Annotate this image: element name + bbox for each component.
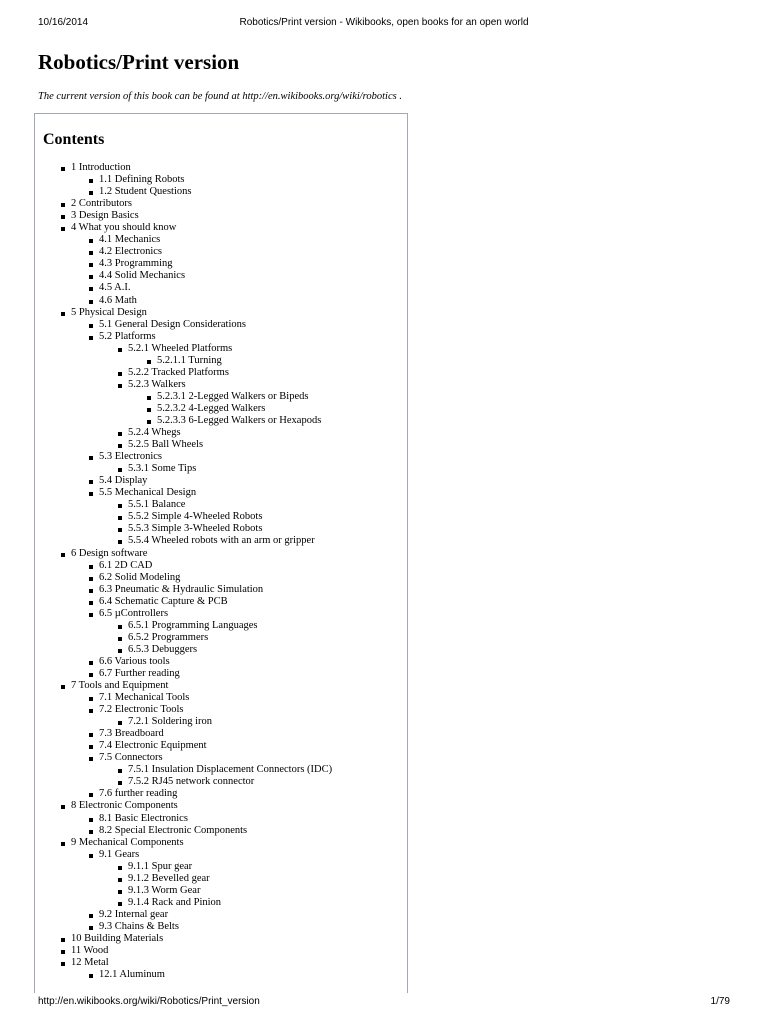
toc-item [35,295,407,307]
toc-link[interactable]: 7.5 Connectors [99,752,163,764]
print-footer [38,996,730,1010]
toc-link[interactable]: 4.3 Programming [99,258,173,270]
toc-item [35,909,407,921]
print-header [38,17,730,31]
toc-item [35,548,407,560]
toc-item [35,752,407,764]
toc-link[interactable]: 8.2 Special Electronic Components [99,824,248,836]
toc-item [35,608,407,620]
toc-link[interactable]: 6 Design software [71,547,148,559]
toc-item [35,668,407,680]
print-header-title: Robotics/Print version - Wikibooks, open books for an open world [239,17,529,28]
toc-link[interactable]: 5.2.4 Whegs [128,427,181,439]
toc-item [35,222,407,234]
toc-link[interactable]: 9.2 Internal gear [99,908,169,920]
bullet-icon [118,528,122,532]
bullet-icon [118,769,122,773]
toc-item [35,246,407,258]
bullet-icon [89,793,93,797]
toc-item [35,957,407,969]
toc-item [35,644,407,656]
bullet-icon [61,962,65,966]
toc-link[interactable]: 6.6 Various tools [99,655,170,667]
toc-link[interactable]: 5.5.1 Balance [128,499,186,511]
toc-link[interactable]: 12.1 Aluminum [99,969,165,981]
toc-item [35,186,407,198]
toc-link[interactable]: 8 Electronic Components [71,800,178,812]
toc-item [35,511,407,523]
page-number: 1/79 [710,996,730,1007]
bullet-icon [89,697,93,701]
toc-item [35,355,407,367]
toc-item [35,776,407,788]
bullet-icon [89,251,93,255]
bullet-icon [147,408,151,412]
toc-item [35,403,407,415]
toc-item [35,584,407,596]
toc-item [35,439,407,451]
toc-item [35,596,407,608]
bullet-icon [61,553,65,557]
toc-item [35,427,407,439]
toc-item [35,945,407,957]
bullet-icon [89,480,93,484]
toc-item [35,198,407,210]
bullet-icon [89,661,93,665]
toc-link[interactable]: 6.1 2D CAD [99,559,153,571]
toc-item [35,331,407,343]
toc-link[interactable]: 7.4 Electronic Equipment [99,740,207,752]
bullet-icon [61,227,65,231]
toc-link[interactable]: 9.1.1 Spur gear [128,860,193,872]
toc-item [35,174,407,186]
toc-item [35,523,407,535]
bullet-icon [118,625,122,629]
bullet-icon [118,516,122,520]
bullet-icon [89,974,93,978]
bullet-icon [61,203,65,207]
toc-link[interactable]: 5.2.2 Tracked Platforms [128,366,229,378]
toc-item [35,487,407,499]
toc-link[interactable]: 7.2.1 Soldering iron [128,716,212,728]
bullet-icon [118,649,122,653]
toc-link[interactable]: 1.1 Defining Robots [99,174,185,186]
toc-item [35,367,407,379]
bullet-icon [61,215,65,219]
toc-link[interactable]: 5.4 Display [99,475,148,487]
bullet-icon [118,432,122,436]
toc-link[interactable]: 9.1.2 Bevelled gear [128,872,210,884]
bullet-icon [89,263,93,267]
toc-link[interactable]: 5.5.2 Simple 4-Wheeled Robots [128,511,263,523]
toc-link[interactable]: 5.5.3 Simple 3-Wheeled Robots [128,523,263,535]
toc-title: Contents [43,131,105,148]
toc-item [35,391,407,403]
toc-item [35,210,407,222]
toc-link[interactable]: 9 Mechanical Components [71,836,184,848]
toc-link[interactable]: 6.7 Further reading [99,667,180,679]
toc-link[interactable]: 4.1 Mechanics [99,234,161,246]
toc-item [35,704,407,716]
toc-item [35,692,407,704]
bullet-icon [118,444,122,448]
toc-item [35,463,407,475]
bullet-icon [61,805,65,809]
toc-item [35,873,407,885]
bullet-icon [118,348,122,352]
bullet-icon [89,589,93,593]
toc-item [35,885,407,897]
toc-item [35,451,407,463]
bullet-icon [89,613,93,617]
toc-item [35,921,407,933]
bullet-icon [89,179,93,183]
bullet-icon [89,745,93,749]
bullet-icon [89,914,93,918]
toc-item [35,800,407,812]
bullet-icon [118,890,122,894]
bullet-icon [89,336,93,340]
bullet-icon [118,878,122,882]
toc-item [35,282,407,294]
toc-link[interactable]: 8.1 Basic Electronics [99,812,188,824]
toc-link[interactable]: 1.2 Student Questions [99,186,192,198]
toc-link[interactable]: 5 Physical Design [71,306,147,318]
toc-link[interactable]: 4.5 A.I. [99,282,131,294]
bullet-icon [89,601,93,605]
toc-link[interactable]: 5.5 Mechanical Design [99,487,197,499]
toc-link[interactable]: 7.2 Electronic Tools [99,704,184,716]
toc-link[interactable]: 5.2.3.3 6-Legged Walkers or Hexapods [157,414,322,426]
bullet-icon [61,938,65,942]
bullet-icon [89,577,93,581]
toc-link[interactable]: 5.3.1 Some Tips [128,463,197,475]
toc-item [35,499,407,511]
toc-link[interactable]: 5.3 Electronics [99,451,162,463]
toc-link[interactable]: 11 Wood [71,945,109,957]
bullet-icon [89,456,93,460]
bullet-icon [89,733,93,737]
bullet-icon [147,360,151,364]
bullet-icon [61,167,65,171]
toc-item [35,270,407,282]
bullet-icon [118,866,122,870]
bullet-icon [118,540,122,544]
bullet-icon [118,902,122,906]
toc-link[interactable]: 9.1.4 Rack and Pinion [128,896,222,908]
toc-link[interactable]: 7.3 Breadboard [99,728,164,740]
toc-link[interactable]: 6.3 Pneumatic & Hydraulic Simulation [99,583,264,595]
bullet-icon [61,312,65,316]
toc-item [35,307,407,319]
toc-item [35,560,407,572]
toc-item [35,861,407,873]
toc-link[interactable]: 5.2.3.2 4-Legged Walkers [157,402,266,414]
toc-item [35,837,407,849]
toc-link[interactable]: 7 Tools and Equipment [71,680,169,692]
toc-item [35,234,407,246]
toc-link[interactable]: 7.1 Mechanical Tools [99,692,190,704]
bullet-icon [61,950,65,954]
toc-item [35,632,407,644]
bullet-icon [118,637,122,641]
bullet-icon [89,926,93,930]
toc-link[interactable]: 12 Metal [71,957,109,969]
toc-item [35,475,407,487]
toc-link[interactable]: 3 Design Basics [71,210,139,222]
page-title: Robotics/Print version [38,50,240,74]
toc-item [35,656,407,668]
toc-item [35,788,407,800]
toc-item [35,379,407,391]
toc-link[interactable]: 9.1 Gears [99,848,140,860]
toc-link[interactable]: 6.5.2 Programmers [128,631,209,643]
toc-link[interactable]: 6.2 Solid Modeling [99,571,181,583]
toc-link[interactable]: 4.6 Math [99,294,137,306]
table-of-contents [34,113,408,993]
toc-link[interactable]: 2 Contributors [71,198,132,210]
bullet-icon [61,685,65,689]
toc-item [35,343,407,355]
toc-link[interactable]: 5.2.1.1 Turning [157,354,222,366]
toc-item [35,716,407,728]
toc-link[interactable]: 6.4 Schematic Capture & PCB [99,595,228,607]
toc-item [35,319,407,331]
toc-link[interactable]: 5.1 General Design Considerations [99,318,246,330]
toc-link[interactable]: 5.2.5 Ball Wheels [128,439,204,451]
toc-item [35,813,407,825]
bullet-icon [89,300,93,304]
toc-item [35,897,407,909]
book-location-note: The current version of this book can be found at http://en.wikibooks.org/wiki/robotics . [38,91,402,102]
bullet-icon [61,842,65,846]
toc-link[interactable]: 9.1.3 Worm Gear [128,884,201,896]
toc-link[interactable]: 5.2.3 Walkers [128,378,186,390]
toc-link[interactable]: 10 Building Materials [71,933,164,944]
toc-item [35,740,407,752]
bullet-icon [118,504,122,508]
toc-item [35,849,407,861]
toc-item [35,620,407,632]
bullet-icon [118,384,122,388]
toc-link[interactable]: 6.5.1 Programming Languages [128,619,258,631]
toc-item [35,764,407,776]
bullet-icon [89,287,93,291]
toc-item [35,728,407,740]
toc-item [35,258,407,270]
toc-link[interactable]: 7.5.2 RJ45 network connector [128,776,255,788]
toc-link[interactable]: 5.2.1 Wheeled Platforms [128,342,233,354]
toc-link[interactable]: 7.6 further reading [99,788,178,800]
bullet-icon [89,757,93,761]
bullet-icon [118,721,122,725]
toc-item [35,825,407,837]
toc-link[interactable]: 5.5.4 Wheeled robots with an arm or gripper [128,535,315,547]
bullet-icon [147,396,151,400]
toc-item [35,680,407,692]
toc-link[interactable]: 6.5 µControllers [99,607,169,619]
print-date: 10/16/2014 [38,17,89,28]
bullet-icon [118,372,122,376]
bullet-icon [89,818,93,822]
toc-item [35,933,407,945]
bullet-icon [89,830,93,834]
toc-item [35,415,407,427]
bullet-icon [147,420,151,424]
toc-link[interactable]: 4.4 Solid Mechanics [99,270,186,282]
bullet-icon [89,239,93,243]
toc-list [35,162,407,981]
bullet-icon [89,854,93,858]
bullet-icon [89,324,93,328]
toc-link[interactable]: 6.5.3 Debuggers [128,643,198,655]
toc-link[interactable]: 9.3 Chains & Belts [99,920,179,932]
bullet-icon [118,468,122,472]
toc-item [35,572,407,584]
toc-link[interactable]: 4.2 Electronics [99,246,162,258]
bullet-icon [89,191,93,195]
toc-link[interactable]: 5.2 Platforms [99,330,156,342]
bullet-icon [89,709,93,713]
toc-link[interactable]: 4 What you should know [71,222,177,234]
toc-item [35,162,407,174]
print-footer-url: http://en.wikibooks.org/wiki/Robotics/Print_version [38,996,260,1007]
bullet-icon [89,565,93,569]
bullet-icon [89,673,93,677]
toc-item [35,969,407,981]
bullet-icon [118,781,122,785]
toc-link[interactable]: 1 Introduction [71,162,131,173]
bullet-icon [89,275,93,279]
toc-link[interactable]: 5.2.3.1 2-Legged Walkers or Bipeds [157,390,309,402]
toc-item [35,535,407,547]
bullet-icon [89,492,93,496]
toc-link[interactable]: 7.5.1 Insulation Displacement Connectors (IDC) [128,764,333,776]
